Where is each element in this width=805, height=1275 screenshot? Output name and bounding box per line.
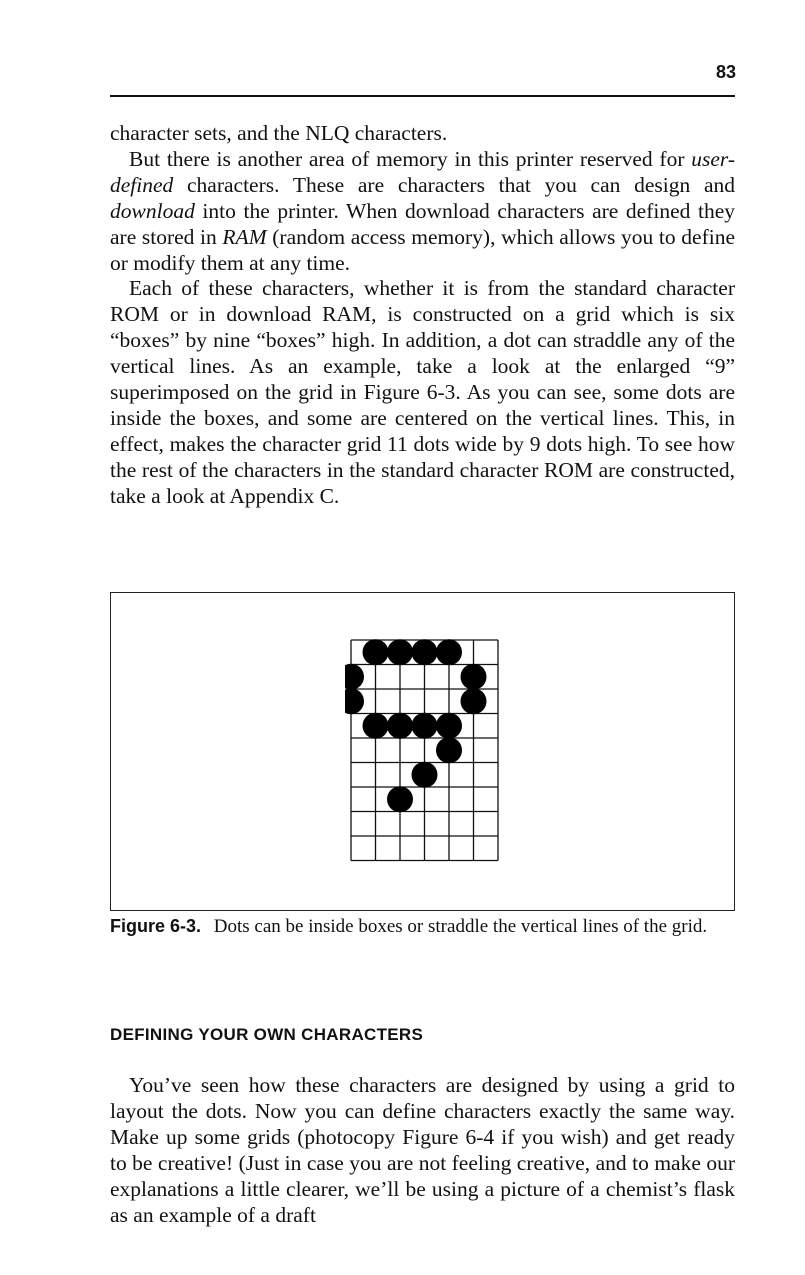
grid-dot xyxy=(436,639,462,665)
italic-term: RAM xyxy=(222,224,267,249)
paragraph: You’ve seen how these characters are designed by using a grid to layout the dots. Now you can define characters exactly the same way. Make up some grids (photocopy Figure 6-4 if you wish) and get ready to be creative! (Just in case you are not feeling creative, and to make our explanations a little clearer, we’ll be using a picture of a chemist’s flask as an example of a draft xyxy=(110,1073,735,1227)
character-grid-figure xyxy=(345,636,505,866)
figure-caption-text: Dots can be inside boxes or straddle the vertical lines of the grid. xyxy=(213,916,708,937)
grid-dot xyxy=(436,737,462,763)
grid-dot xyxy=(461,688,487,714)
grid-dot xyxy=(345,688,364,714)
paragraph: But there is another area of memory in this printer reserved for user-defined characters. These are characters that you can design and download into the printer. When download characters are defined they are stored in RAM (random access memory), which allows you to define or modify them at any time. xyxy=(110,146,735,275)
body-text-top xyxy=(110,121,735,510)
grid-dot xyxy=(387,786,413,812)
grid-dot xyxy=(345,664,364,690)
grid-dot xyxy=(387,639,413,665)
grid-dot xyxy=(412,713,438,739)
grid-dot xyxy=(461,664,487,690)
grid-dot xyxy=(363,639,389,665)
page-number: 83 xyxy=(715,62,736,82)
grid-dot xyxy=(412,762,438,788)
figure-caption xyxy=(110,914,735,939)
header-rule xyxy=(110,95,735,97)
body-text-bottom xyxy=(110,1073,735,1228)
paragraph: Each of these characters, whether it is from the standard character ROM or in download RAM, is constructed on a grid which is six “boxes” by nine “boxes” high. In addition, a dot can straddle any of the vertical lines. As an example, take a look at the enlarged “9” superimposed on the grid in Figure 6-3. As you can see, some dots are inside the boxes, and some are centered on the vertical lines. This, in effect, makes the character grid 11 dots wide by 9 dots high. To see how the rest of the characters in the standard character ROM are constructed, take a look at Appendix C. xyxy=(110,276,735,508)
grid-dot xyxy=(412,639,438,665)
italic-term: download xyxy=(110,198,195,223)
grid-dot xyxy=(363,713,389,739)
figure-label: Figure 6-3. xyxy=(110,916,202,936)
grid-dot xyxy=(436,713,462,739)
paragraph: character sets, and the NLQ characters. xyxy=(110,121,448,145)
section-heading: DEFINING YOUR OWN CHARACTERS xyxy=(110,1025,424,1044)
italic-term: user-defined xyxy=(110,146,735,197)
grid-dot xyxy=(387,713,413,739)
